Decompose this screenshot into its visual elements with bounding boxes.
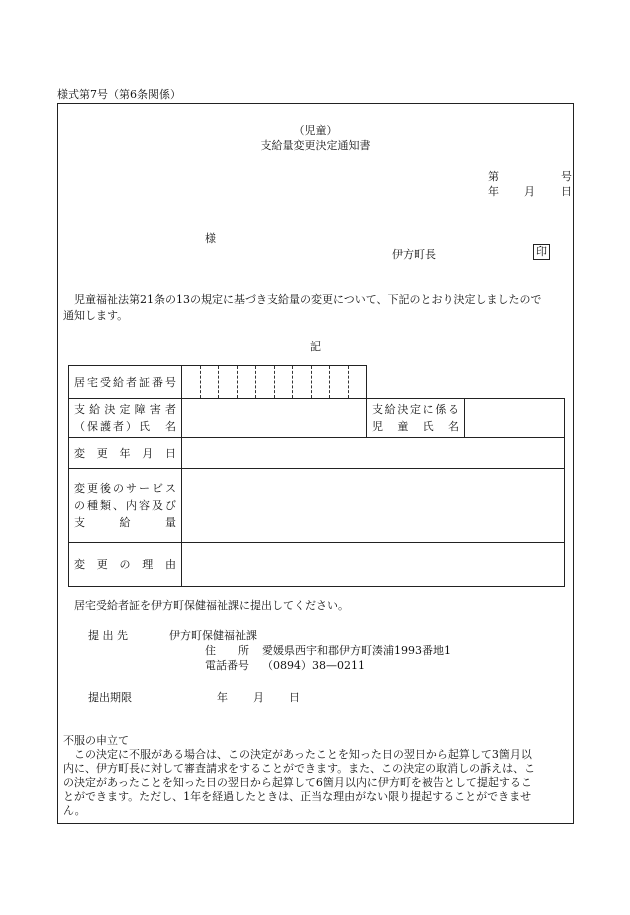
digit-box — [219, 366, 238, 398]
service-field — [182, 469, 565, 543]
recipient-number-label: 居宅受給者証番号 — [74, 375, 176, 389]
decision-table — [68, 365, 565, 587]
digit-box — [293, 366, 312, 398]
child-label-line2: 児 童 氏 名 — [372, 420, 459, 433]
reason-label-cell — [69, 543, 182, 587]
intro-line-2: 通知します。 — [63, 309, 129, 322]
recipient-number-cell — [182, 366, 367, 399]
digit-box — [330, 366, 349, 398]
destination-label: 提 出 先 — [88, 629, 128, 642]
form-number: 様式第7号（第6条関係） — [57, 88, 181, 101]
digit-box — [201, 366, 220, 398]
recipient-number-digits — [182, 366, 366, 398]
submit-instruction: 居宅受給者証を伊方町保健福祉課に提出してください。 — [74, 599, 349, 612]
address-value: 愛媛県西宇和郡伊方町湊浦1993番地1 — [262, 644, 451, 657]
objection-title: 不服の申立て — [63, 734, 129, 747]
seal-text: 印 — [533, 244, 550, 260]
table-row — [69, 543, 565, 587]
date-month: 月 — [524, 185, 535, 198]
table-row — [69, 399, 565, 438]
number-suffix: 号 — [561, 170, 572, 183]
service-label-line1: 変更後のサービス — [74, 482, 176, 495]
service-label-line2: の種類、内容及び — [74, 499, 176, 512]
number-label: 第 — [488, 170, 499, 183]
deadline-day: 日 — [289, 691, 300, 704]
objection-line-2: 内に、伊方町長に対して審査請求をすることができます。また、この決定の取消しの訴えは、こ — [63, 762, 536, 775]
change-date-label: 変 更 年 月 日 — [74, 446, 176, 460]
change-date-label-cell — [69, 438, 182, 469]
reason-field — [182, 543, 565, 587]
digit-box — [238, 366, 257, 398]
date-day: 日 — [561, 185, 572, 198]
change-date-field — [182, 438, 565, 469]
date-year: 年 — [488, 185, 499, 198]
digit-box — [349, 366, 367, 398]
child-name-field — [465, 399, 565, 438]
guardian-label-cell — [69, 399, 182, 438]
table-row — [69, 469, 565, 543]
digit-box — [312, 366, 331, 398]
issuer-name: 伊方町長 — [392, 248, 436, 261]
child-label-cell — [367, 399, 465, 438]
seal-stamp — [533, 244, 550, 260]
recipient-number-label-cell — [69, 366, 182, 399]
blank-cell — [367, 366, 565, 399]
address-label: 住 所 — [205, 644, 249, 657]
document-subtitle: （児童） — [293, 124, 338, 137]
objection-line-4: とができます。ただし、1年を経過したときは、正当な理由がない限り提起することができませ — [63, 790, 532, 803]
intro-line-1: 児童福祉法第21条の13の規定に基づき支給量の変更について、下記のとおり決定しましたので — [74, 293, 542, 306]
digit-box — [256, 366, 275, 398]
deadline-year: 年 — [217, 691, 228, 704]
ki-heading: 記 — [310, 340, 321, 353]
objection-line-3: の決定があったことを知った日の翌日から起算して6箇月以内に伊方町を被告として提起するこ — [63, 776, 532, 789]
table-row — [69, 366, 565, 399]
child-label-line1: 支給決定に係る — [372, 403, 459, 416]
objection-line-5: ん。 — [63, 804, 86, 817]
guardian-label-line2: （保護者）氏 名 — [74, 420, 176, 433]
guardian-name-field — [182, 399, 367, 438]
phone-value: （0894）38—0211 — [262, 659, 365, 672]
guardian-label-line1: 支給決定障害者 — [74, 403, 176, 416]
addressee-suffix: 様 — [205, 232, 216, 245]
phone-label: 電話番号 — [205, 659, 249, 672]
digit-box — [275, 366, 294, 398]
deadline-month: 月 — [253, 691, 264, 704]
table-row — [69, 438, 565, 469]
reason-label: 変 更 の 理 由 — [74, 558, 176, 571]
service-label-cell — [69, 469, 182, 543]
service-label-line3: 支 給 量 — [74, 516, 176, 529]
destination-value: 伊方町保健福祉課 — [169, 629, 257, 642]
digit-box — [182, 366, 201, 398]
document-title: 支給量変更決定通知書 — [260, 139, 371, 152]
objection-line-1: この決定に不服がある場合は、この決定があったことを知った日の翌日から起算して3箇月以 — [74, 748, 532, 761]
deadline-label: 提出期限 — [88, 691, 132, 704]
